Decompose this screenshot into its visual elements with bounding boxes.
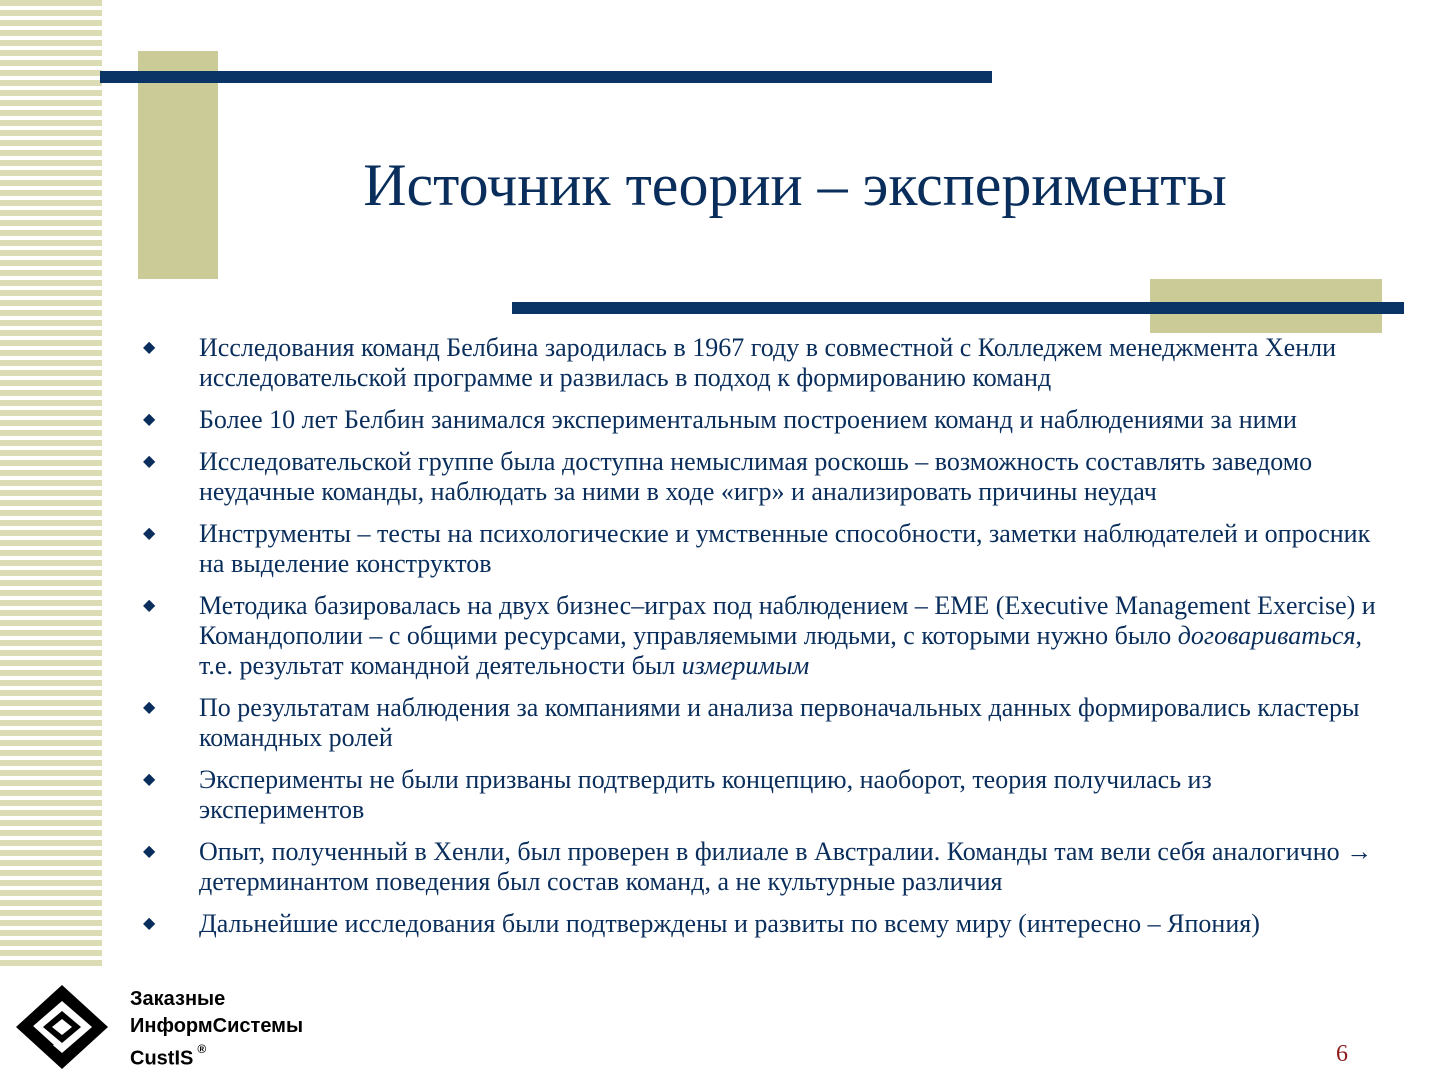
page-number: 6 — [1336, 1041, 1348, 1067]
decorative-navy-bar-middle — [512, 302, 1404, 314]
bullet-text-segment: Опыт, полученный в Хенли, был проверен в филиале в Австралии. Команды там вели себя аналогично → детерминантом поведения был состав команд, а не культурные различия — [199, 837, 1373, 896]
bullet-item — [140, 909, 1380, 939]
bullet-text — [199, 591, 1376, 680]
bullet-diamond-icon: ◆ — [143, 339, 156, 356]
logo-text-line2: ИнформСистемы — [130, 1015, 304, 1037]
custis-diamond-logo-icon — [14, 983, 110, 1071]
decorative-navy-bar-top — [100, 71, 992, 83]
bullet-diamond-icon: ◆ — [143, 915, 156, 932]
bullet-text-segment: По результатам наблюдения за компаниями и анализа первоначальных данных формировались кластеры командных ролей — [199, 693, 1360, 752]
bullet-text-italic: измеримым — [681, 651, 810, 680]
bullet-item — [140, 693, 1380, 753]
bullet-item — [140, 519, 1380, 579]
bullet-text — [199, 837, 1372, 896]
bullet-text — [199, 447, 1312, 506]
registered-mark: ® — [197, 1042, 207, 1056]
bullet-text — [199, 333, 1336, 392]
bullet-item — [140, 333, 1380, 393]
bullet-text — [199, 693, 1359, 752]
bullet-text — [199, 765, 1212, 824]
bullet-text — [199, 909, 1260, 938]
decorative-khaki-block-left — [138, 51, 218, 279]
bullet-text — [199, 405, 1297, 434]
bullet-text-italic: договариваться — [1177, 621, 1356, 650]
decorative-stripes — [0, 0, 102, 970]
bullet-diamond-icon: ◆ — [143, 525, 156, 542]
bullet-text-segment: , т.е. результат командной деятельности был — [199, 621, 1363, 680]
bullet-item — [140, 837, 1380, 897]
bullet-diamond-icon: ◆ — [143, 453, 156, 470]
bullet-diamond-icon: ◆ — [143, 771, 156, 788]
bullet-text-segment: Исследовательской группе была доступна немыслимая роскошь – возможность составлять заведомо неудачные команды, наблюдать за ними в ходе «игр» и анализировать причины неудач — [199, 447, 1313, 506]
logo-brand-name: CustIS — [130, 1047, 194, 1070]
bullet-diamond-icon: ◆ — [143, 411, 156, 428]
bullet-text-segment: Методика базировалась на двух бизнес–играх под наблюдением – EME (Executive Management Exercise) и Командополии – с общими ресурсами, управляемыми людьми, с которыми нужно было — [199, 591, 1376, 650]
bullet-list — [140, 333, 1380, 951]
bullet-item — [140, 405, 1380, 435]
bullet-text-segment: Исследования команд Белбина зародилась в 1967 году в совместной с Колледжем менеджмента Хенли исследовательской программе и развилась в подход к формированию команд — [199, 333, 1337, 392]
bullet-diamond-icon: ◆ — [143, 699, 156, 716]
bullet-item — [140, 447, 1380, 507]
logo-text-line1: Заказные — [130, 988, 226, 1010]
bullet-item — [140, 591, 1380, 681]
bullet-item — [140, 765, 1380, 825]
bullet-diamond-icon: ◆ — [143, 843, 156, 860]
bullet-text — [199, 519, 1370, 578]
bullet-text-segment: Более 10 лет Белбин занимался экспериментальным построением команд и наблюдениями за ними — [199, 405, 1297, 434]
company-logo — [14, 980, 344, 1075]
bullet-text-segment: Эксперименты не были призваны подтвердить концепцию, наоборот, теория получилась из экспериментов — [199, 765, 1212, 824]
bullet-text-segment: Инструменты – тесты на психологические и умственные способности, заметки наблюдателей и опросник на выделение конструктов — [199, 519, 1371, 578]
logo-text-line3 — [130, 1040, 303, 1073]
bullet-diamond-icon: ◆ — [143, 597, 156, 614]
slide-title: Источник теории – эксперименты — [363, 152, 1227, 218]
bullet-text-segment: Дальнейшие исследования были подтверждены и развиты по всему миру (интересно – Япония) — [199, 909, 1260, 938]
